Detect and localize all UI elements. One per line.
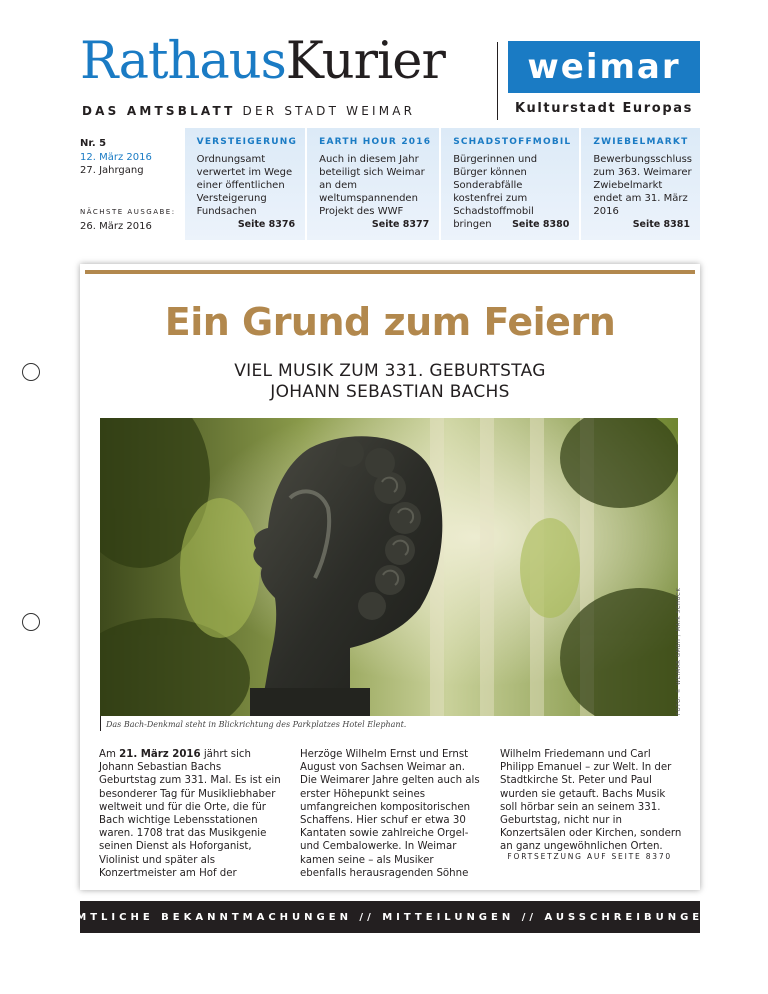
bach-bust-illustration bbox=[100, 418, 678, 716]
teaser-text: Bewerbungsschluss zum 363. Weimarer Zwiebelmarkt endet am 31. März 2016 bbox=[593, 154, 692, 217]
masthead-subtitle-bold: DAS AMTSBLATT bbox=[82, 104, 236, 118]
caption-rule bbox=[100, 716, 101, 731]
article-top-rule bbox=[85, 270, 695, 274]
bach-monument-photo bbox=[100, 418, 678, 716]
issue-date: 12. März 2016 bbox=[80, 152, 152, 163]
teaser-zwiebelmarkt[interactable] bbox=[581, 128, 700, 240]
photo-credit: FOTO: © WEIMAR GMBH / MAIK SCHUCK bbox=[676, 587, 682, 715]
teaser-page: Seite 8380 bbox=[512, 219, 570, 230]
footer-banner: // AMTLICHE BEKANNTMACHUNGEN // MITTEILUNGEN // AUSSCHREIBUNGEN // bbox=[80, 901, 700, 933]
teaser-label: EARTH HOUR 2016 bbox=[319, 137, 432, 147]
masthead-title-part1: Rathaus bbox=[80, 32, 286, 91]
masthead-divider bbox=[497, 42, 498, 120]
teaser-versteigerung[interactable] bbox=[185, 128, 305, 240]
issue-year: 27. Jahrgang bbox=[80, 165, 144, 176]
continuation-link[interactable]: FORTSETZUNG AUF SEITE 8370 bbox=[507, 852, 672, 861]
punch-hole-icon bbox=[22, 613, 40, 631]
article-subline-line1: VIEL MUSIK ZUM 331. GEBURTSTAG bbox=[234, 361, 546, 381]
col1-lead: Am bbox=[99, 749, 120, 760]
teaser-label: SCHADSTOFFMOBIL bbox=[453, 137, 572, 147]
teaser-page: Seite 8381 bbox=[632, 219, 690, 230]
col1-date: 21. März 2016 bbox=[119, 749, 201, 760]
issue-number: Nr. 5 bbox=[80, 138, 107, 149]
teaser-label: ZWIEBELMARKT bbox=[593, 137, 689, 147]
teaser-page: Seite 8377 bbox=[371, 219, 430, 230]
next-issue-label: NÄCHSTE AUSGABE: bbox=[80, 208, 176, 216]
article-column-2: Herzöge Wilhelm Ernst und Ernst August von Sachsen Weimar an. Die Weimarer Jahre gelten auch als erster Höhepunkt seines umfangreichen kompositorischen Schaffens. Hier schuf er etwa 30 Kantaten sowie zahlreiche Orgel- und Cembalowerke. In Weimar kamen seine – als Musiker ebenfalls herausragenden Söhne bbox=[300, 749, 480, 879]
city-logo-box: weimar bbox=[508, 41, 700, 93]
photo-caption: Das Bach-Denkmal steht in Blickrichtung des Parkplatzes Hotel Elephant. bbox=[106, 720, 407, 729]
article-column-3: Wilhelm Friedemann und Carl Philipp Emanuel – zur Welt. In der Stadtkirche St. Peter und Paul wurden sie getauft. Bachs Musik soll hörbar sein an seinem 331. Geburtstag, nicht nur in Konzertsälen oder Kirchen, sondern an ganz ungewöhnlichen Orten. bbox=[500, 749, 682, 853]
issue-info bbox=[80, 128, 183, 240]
teaser-text: Ordnungsamt verwertet im Wege einer öffentlichen Versteigerung Fundsachen bbox=[196, 154, 293, 217]
teaser-page: Seite 8376 bbox=[237, 219, 296, 230]
article-headline: Ein Grund zum Feiern bbox=[164, 300, 616, 344]
teaser-text: Auch in diesem Jahr beteiligt sich Weimar an dem weltumspannenden Projekt des WWF bbox=[319, 154, 425, 217]
teaser-text: Bürgerinnen und Bürger können Sonderabfälle kostenfrei zum Schadstoffmobil bringen bbox=[453, 154, 538, 230]
article-subline-line2: JOHANN SEBASTIAN BACHS bbox=[270, 382, 510, 402]
teaser-schadstoffmobil[interactable] bbox=[441, 128, 579, 240]
city-tagline: Kulturstadt Europas bbox=[515, 101, 693, 116]
article-subline bbox=[80, 361, 700, 403]
masthead-logo bbox=[80, 32, 445, 91]
masthead-subtitle-rest: DER STADT WEIMAR bbox=[242, 104, 416, 118]
article-column-1 bbox=[99, 748, 281, 880]
info-bar bbox=[80, 128, 700, 240]
teaser-earth-hour[interactable] bbox=[307, 128, 439, 240]
next-issue-date: 26. März 2016 bbox=[80, 221, 152, 232]
teaser-label: VERSTEIGERUNG bbox=[196, 137, 298, 147]
masthead-subtitle bbox=[82, 104, 415, 118]
masthead-title-part2: Kurier bbox=[285, 32, 445, 91]
punch-hole-icon bbox=[22, 363, 40, 381]
col1-text: jährt sich Johann Sebastian Bachs Geburtstag zum 331. Mal. Es ist ein besonderer Tag für Musikliebhaber weltweit und für die Orte, die für Bach wichtige Lebensstationen waren. 1708 trat das Musikgenie seinen Dienst als Hoforganist, Violinist und später als Konzertmeister am Hof der bbox=[99, 749, 281, 879]
